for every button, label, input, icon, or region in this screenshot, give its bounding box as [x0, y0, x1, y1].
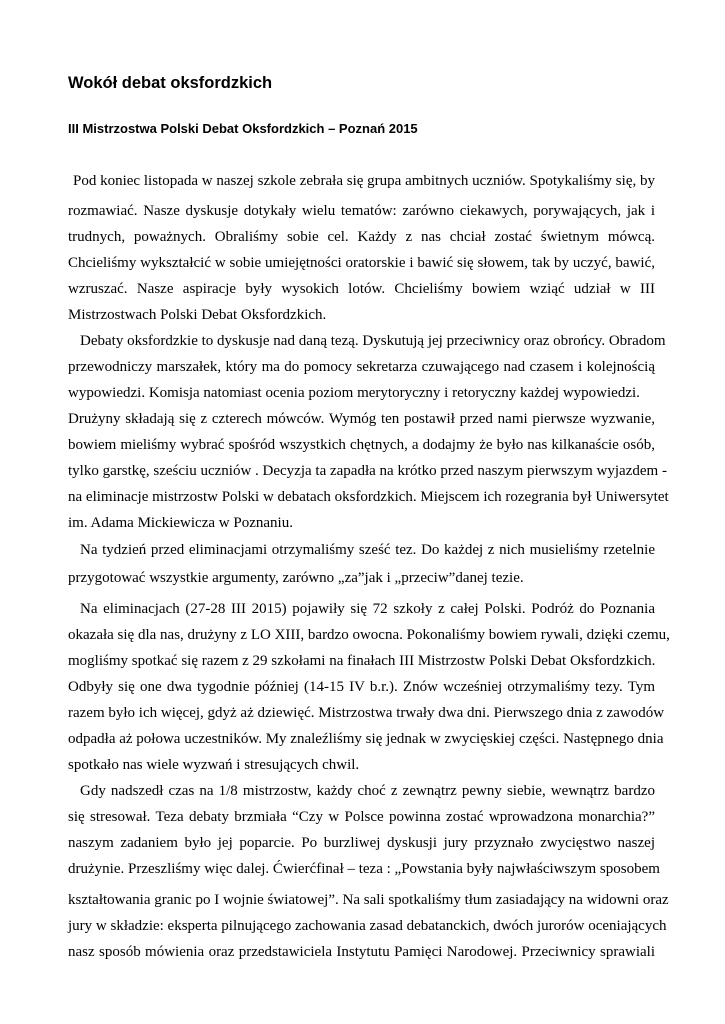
text-line: Drużyny składają się z czterech mówców. Wymóg ten postawił przed nami pierwsze wyzwanie,	[68, 411, 655, 427]
text-line: wypowiedzi. Komisja natomiast ocenia poziom merytoryczny i retoryczny każdej wypowiedzi.	[68, 385, 640, 401]
text-line: Odbyły się one dwa tygodnie później (14-15 IV b.r.). Znów wcześniej otrzymaliśmy tezy. Tym	[68, 679, 655, 695]
text-line: Debaty oksfordzkie to dyskusje nad daną tezą. Dyskutują jej przeciwnicy oraz obrońcy. Obradom	[80, 333, 666, 349]
text-line: przygotować wszystkie argumenty, zarówno „za”jak i „przeciw”danej tezie.	[68, 570, 524, 586]
text-line: Mistrzostwach Polski Debat Oksfordzkich.	[68, 307, 327, 323]
page-title: Wokół debat oksfordzkich	[68, 74, 273, 92]
text-line: rozmawiać. Nasze dyskusje dotykały wielu tematów: zarówno ciekawych, porywających, jak i	[68, 203, 655, 219]
text-line: razem było ich więcej, gdyż aż dziewięć. Mistrzostwa trwały dwa dni. Pierwszego dnia z zawodów	[68, 705, 665, 721]
text-line: okazała się dla nas, drużyny z LO XIII, bardzo owocna. Pokonaliśmy bowiem rywali, dzięki czemu,	[68, 627, 670, 643]
text-line: kształtowania granic po I wojnie światowej”. Na sali spotkaliśmy tłum zasiadający na widowni oraz	[68, 892, 669, 908]
text-line: bowiem mieliśmy wybrać spośród wszystkich chętnych, a dodajmy że było nas kilkanaście osób,	[68, 437, 655, 453]
text-line: Na tydzień przed eliminacjami otrzymaliśmy sześć tez. Do każdej z nich musieliśmy rzetelnie	[80, 542, 655, 558]
text-line: Pod koniec listopada w naszej szkole zebrała się grupa ambitnych uczniów. Spotykaliśmy się, by	[73, 173, 655, 189]
text-line: Gdy nadszedł czas na 1/8 mistrzostw, każdy choć z zewnątrz pewny siebie, wewnątrz bardzo	[80, 783, 655, 799]
text-line: drużynie. Przeszliśmy więc dalej. Ćwierćfinał – teza : „Powstania były najwłaściwszym sposobem	[68, 861, 660, 877]
text-line: tylko garstkę, sześciu uczniów . Decyzja ta zapadła na krótko przed naszym pierwszym wyjazdem -	[68, 463, 667, 479]
text-line: wzruszać. Nasze aspiracje były wysokich lotów. Chcieliśmy bowiem wziąć udział w III	[68, 281, 655, 297]
text-line: się stresował. Teza debaty brzmiała “Czy w Polsce powinna zostać wprowadzona monarchia?”	[68, 809, 655, 825]
text-line: naszym zadaniem było jej poparcie. Po burzliwej dyskusji jury przyznało zwycięstwo naszej	[68, 835, 655, 851]
text-line: jury w składzie: eksperta pilnującego zachowania zasad debatanckich, dwóch jurorów oceniających	[68, 918, 667, 934]
text-line: odpadła aż połowa uczestników. My znaleźliśmy się jednak w zwycięskiej części. Następnego dnia	[68, 731, 664, 747]
text-line: Na eliminacjach (27-28 III 2015) pojawiły się 72 szkoły z całej Polski. Podróż do Poznania	[80, 601, 655, 617]
text-line: trudnych, poważnych. Obraliśmy sobie cel. Każdy z nas chciał zostać świetnym mówcą.	[68, 229, 655, 245]
page-subtitle: III Mistrzostwa Polski Debat Oksfordzkich – Poznań 2015	[68, 121, 418, 136]
text-line: im. Adama Mickiewicza w Poznaniu.	[68, 515, 293, 531]
text-line: przewodniczy marszałek, który ma do pomocy sekretarza czuwającego nad czasem i kolejnością	[68, 359, 655, 375]
text-line: mogliśmy spotkać się razem z 29 szkołami na finałach III Mistrzostw Polski Debat Oksfordzkich.	[68, 653, 656, 669]
text-line: spotkało nas wiele wyzwań i stresujących chwil.	[68, 757, 360, 773]
text-line: na eliminacje mistrzostw Polski w debatach oksfordzkich. Miejscem ich rozegrania był Uniwersytet	[68, 489, 669, 505]
text-line: nasz sposób mówienia oraz przedstawiciela Instytutu Pamięci Narodowej. Przeciwnicy sprawiali	[68, 944, 655, 960]
text-line: Chcieliśmy wykształcić w sobie umiejętności oratorskie i bawić się słowem, tak by uczyć, bawić,	[68, 255, 655, 271]
